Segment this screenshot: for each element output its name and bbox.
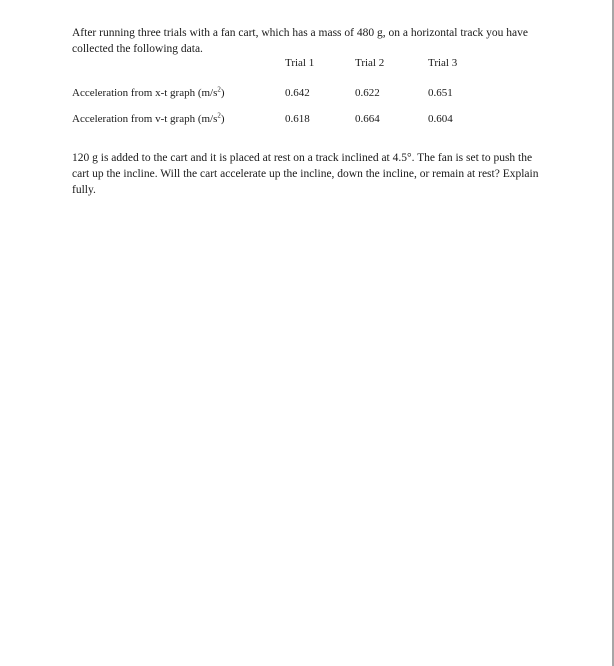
row-label-xt-close: ) — [220, 87, 225, 99]
table-row — [72, 99, 498, 125]
row-label-vt-exponent: 2 — [217, 111, 221, 120]
cell-xt-trial-3: 0.651 — [428, 87, 453, 99]
header-trial-3: Trial 3 — [428, 57, 458, 69]
header-corner — [72, 56, 285, 70]
cell-vt-trial-3: 0.604 — [428, 113, 453, 125]
row-label-vt — [72, 99, 285, 125]
table-row — [72, 70, 498, 99]
row-label-xt-text: Acceleration from x-t graph (m/s — [72, 87, 218, 99]
row-label-xt — [72, 70, 285, 99]
row-label-vt-text: Acceleration from v-t graph (m/s — [72, 113, 218, 125]
row-label-vt-close: ) — [220, 113, 225, 125]
cell-xt-trial-2: 0.622 — [355, 87, 380, 99]
question-paragraph: 120 g is added to the cart and it is placed at rest on a track inclined at 4.5°. The fan is set to push the cart up the incline. Will the cart accelerate up the incline, down the incline, or remain at rest? Explain fully. — [72, 151, 539, 196]
intro-paragraph: After running three trials with a fan cart, which has a mass of 480 g, on a horizontal track you have collected the following data. — [72, 26, 529, 55]
header-trial-1: Trial 1 — [285, 57, 315, 69]
cell-xt-trial-1: 0.642 — [285, 87, 310, 99]
cell-vt-trial-1: 0.618 — [285, 113, 310, 125]
row-label-xt-exponent: 2 — [217, 85, 221, 94]
trial-data-table — [72, 56, 498, 125]
table-header-row — [72, 56, 498, 70]
header-trial-2: Trial 2 — [355, 57, 385, 69]
cell-vt-trial-2: 0.664 — [355, 113, 380, 125]
